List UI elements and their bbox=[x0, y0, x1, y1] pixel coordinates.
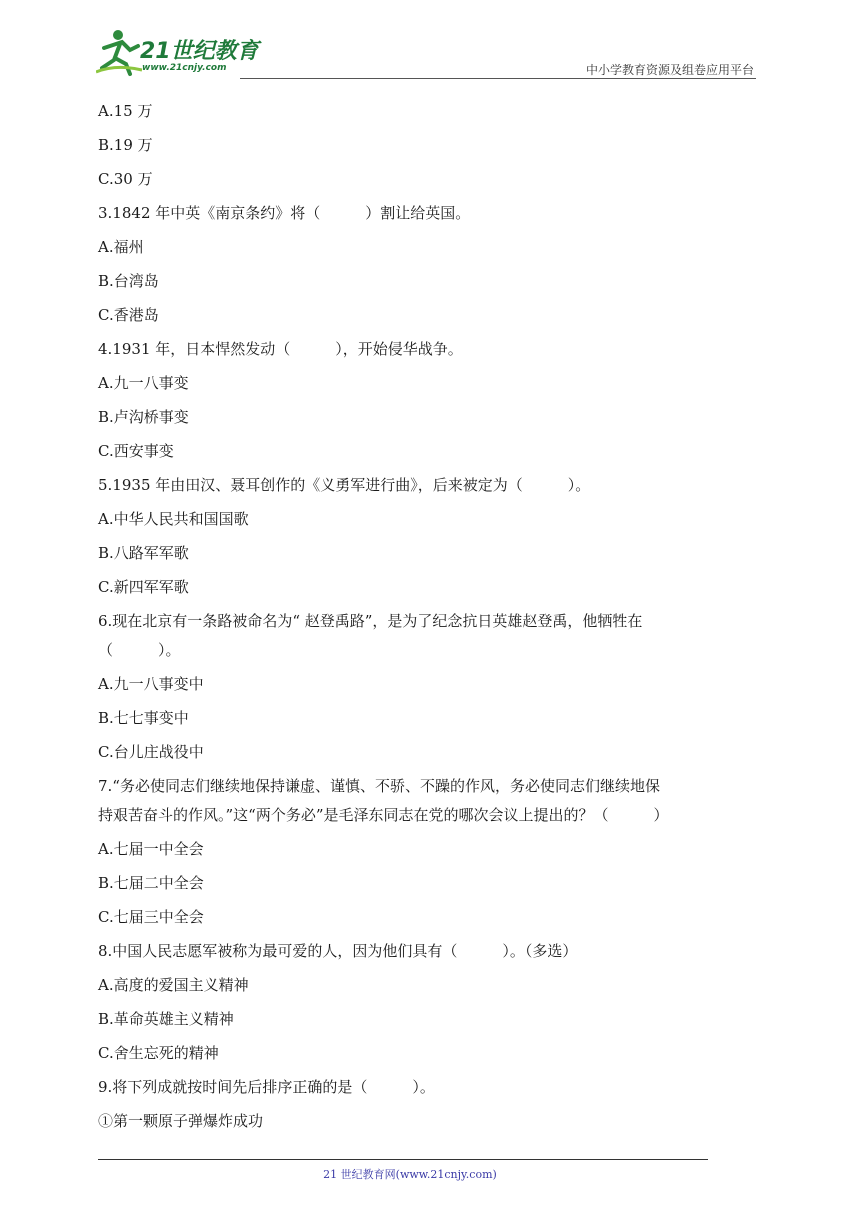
header-divider bbox=[240, 78, 756, 79]
option-line: B.卢沟桥事变 bbox=[98, 408, 189, 426]
option-line: B.七七事变中 bbox=[98, 709, 189, 727]
question-6-cont: （ ）。 bbox=[98, 641, 181, 659]
logo-text: 21世纪教育 bbox=[140, 39, 259, 64]
option-line: C.西安事变 bbox=[98, 442, 174, 460]
question-7-cont: 持艰苦奋斗的作风。”这“两个务必”是毛泽东同志在党的哪次会议上提出的？（ ） bbox=[98, 806, 669, 824]
question-7: 7.“务必使同志们继续地保持谦虚、谨慎、不骄、不躁的作风，务必使同志们继续地保 bbox=[98, 777, 660, 795]
option-line: C.新四军军歌 bbox=[98, 578, 189, 596]
option-line: A.七届一中全会 bbox=[98, 840, 204, 858]
question-6: 6.现在北京有一条路被命名为“ 赵登禹路”，是为了纪念抗日英雄赵登禹，他牺牲在 bbox=[98, 612, 643, 630]
option-line: A.九一八事变中 bbox=[98, 675, 204, 693]
question-content bbox=[98, 102, 762, 1146]
platform-name: 中小学教育资源及组卷应用平台 bbox=[585, 63, 754, 77]
option-line: B.19 万 bbox=[98, 136, 153, 154]
question-4: 4.1931 年，日本悍然发动（ ），开始侵华战争。 bbox=[98, 340, 463, 358]
question-3: 3.1842 年中英《南京条约》将（ ）割让给英国。 bbox=[98, 204, 471, 222]
option-line: C.台儿庄战役中 bbox=[98, 743, 204, 761]
runner-logo-icon bbox=[96, 28, 144, 78]
question-5: 5.1935 年由田汉、聂耳创作的《义勇军进行曲》，后来被定为（ ）。 bbox=[98, 476, 591, 494]
logo-url: www.21cnjy.com bbox=[142, 63, 227, 73]
option-line: B.八路军军歌 bbox=[98, 544, 189, 562]
logo bbox=[96, 28, 266, 80]
option-line: A.15 万 bbox=[98, 102, 153, 120]
question-9: 9.将下列成就按时间先后排序正确的是（ ）。 bbox=[98, 1078, 435, 1096]
option-line: C.香港岛 bbox=[98, 306, 159, 324]
option-line: B.七届二中全会 bbox=[98, 874, 204, 892]
option-line: A.福州 bbox=[98, 238, 144, 256]
option-line: A.高度的爱国主义精神 bbox=[98, 976, 249, 994]
question-8: 8.中国人民志愿军被称为最可爱的人，因为他们具有（ ）。（多选） bbox=[98, 942, 578, 960]
option-line: B.革命英雄主义精神 bbox=[98, 1010, 234, 1028]
option-line: B.台湾岛 bbox=[98, 272, 159, 290]
option-line: ①第一颗原子弹爆炸成功 bbox=[98, 1112, 264, 1130]
option-line: C.七届三中全会 bbox=[98, 908, 204, 926]
option-line: C.舍生忘死的精神 bbox=[98, 1044, 219, 1062]
option-line: C.30 万 bbox=[98, 170, 153, 188]
option-line: A.中华人民共和国国歌 bbox=[98, 510, 249, 528]
option-line: A.九一八事变 bbox=[98, 374, 189, 392]
page-header bbox=[0, 0, 860, 84]
footer-divider bbox=[98, 1159, 708, 1160]
footer-text: 21 世纪教育网(www.21cnjy.com) bbox=[323, 1168, 497, 1181]
